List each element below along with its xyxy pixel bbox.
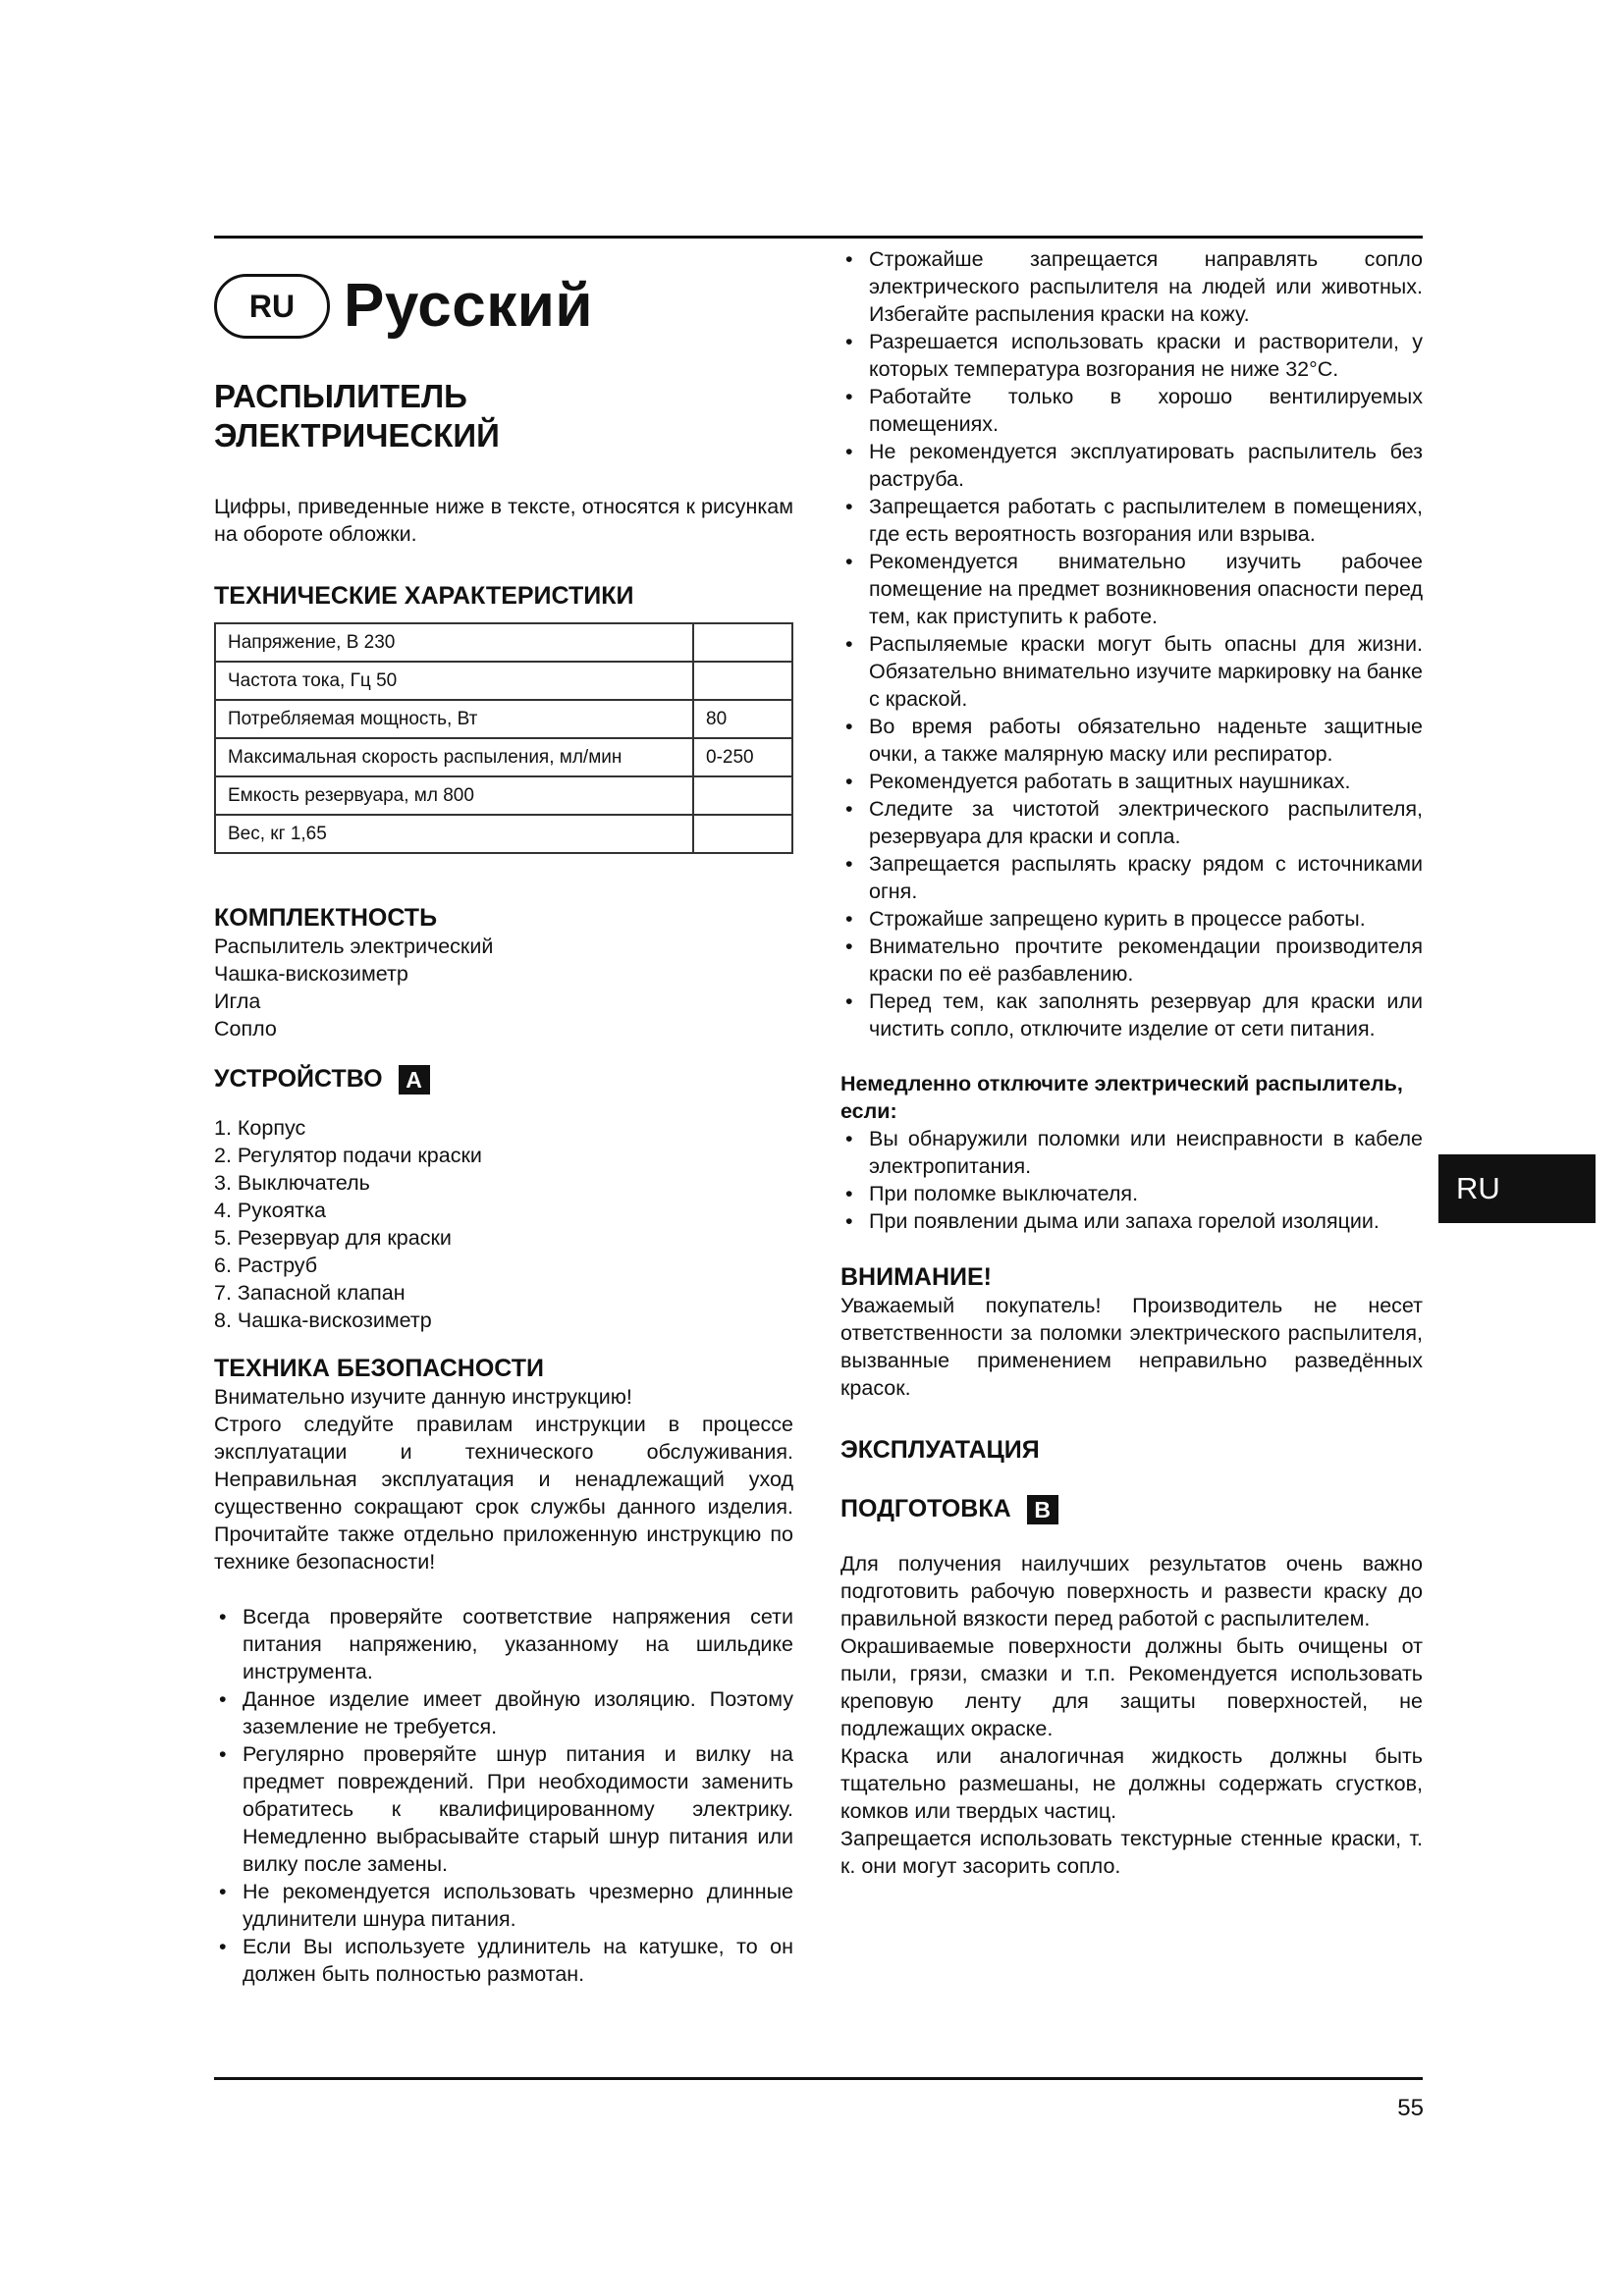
- disconnect-item: • Вы обнаружили поломки или неисправности в кабеле электропитания.: [840, 1125, 1423, 1180]
- safety-bullet: • Следите за чистотой электрического распылителя, резервуара для краски и сопла.: [840, 795, 1423, 850]
- safety-bullet: • Разрешается использовать краски и растворители, у которых температура возгорания не ниже 32°С.: [840, 328, 1423, 383]
- right-column: [840, 245, 1423, 1880]
- safety-bullet: • Работайте только в хорошо вентилируемых помещениях.: [840, 383, 1423, 438]
- spec-row: [215, 738, 792, 776]
- spec-label: Емкость резервуара, мл 800: [215, 776, 693, 815]
- safety-bullet: • Если Вы используете удлинитель на катушке, то он должен быть полностью размотан.: [214, 1933, 793, 1988]
- spec-label: Максимальная скорость распыления, мл/мин: [215, 738, 693, 776]
- attention-heading: ВНИМАНИЕ!: [840, 1263, 992, 1291]
- disconnect-item: • При появлении дыма или запаха горелой изоляции.: [840, 1207, 1423, 1235]
- device-item: 3. Выключатель: [214, 1171, 370, 1196]
- safety-para1: Внимательно изучите данную инструкцию!: [214, 1385, 632, 1410]
- language-badge: RU: [214, 274, 330, 339]
- device-item: 6. Раструб: [214, 1254, 318, 1278]
- product-title-line2: ЭЛЕКТРИЧЕСКИЙ: [214, 417, 500, 454]
- intro-text: Цифры, приведенные ниже в тексте, относятся к рисункам на обороте обложки.: [214, 495, 793, 546]
- device-item: 7. Запасной клапан: [214, 1281, 406, 1306]
- safety-bullet: • Внимательно прочтите рекомендации производителя краски по её разбавлению.: [840, 933, 1423, 988]
- kit-item: Игла: [214, 989, 261, 1013]
- kit-item: Распылитель электрический: [214, 934, 494, 958]
- device-item: 2. Регулятор подачи краски: [214, 1144, 482, 1168]
- preparation-paragraph: Окрашиваемые поверхности должны быть очищены от пыли, грязи, смазки и т.п. Рекомендуется использовать креповую ленту для защиты поверхностей, не подлежащих окраске.: [840, 1634, 1423, 1741]
- device-item: 4. Рукоятка: [214, 1199, 326, 1223]
- disconnect-heading: Немедленно отключите электрический распылитель, если:: [840, 1072, 1403, 1123]
- spec-row: [215, 776, 792, 815]
- kit-item: Чашка-вискозиметр: [214, 962, 408, 986]
- safety-heading: ТЕХНИКА БЕЗОПАСНОСТИ: [214, 1355, 544, 1383]
- device-list: [214, 1114, 793, 1334]
- spec-value: 80: [693, 700, 792, 738]
- safety-bullet: • Регулярно проверяйте шнур питания и вилку на предмет повреждений. При необходимости заменить обратитесь к квалифицированному электрику. Немедленно выбрасывайте старый шнур питания или вилку после замены.: [214, 1740, 793, 1878]
- preparation-paragraphs: [840, 1550, 1423, 1880]
- safety-bullet: • Рекомендуется работать в защитных наушниках.: [840, 768, 1423, 795]
- safety-bullet: • Во время работы обязательно наденьте защитные очки, а также малярную маску или респиратор.: [840, 713, 1423, 768]
- device-item: 5. Резервуар для краски: [214, 1226, 452, 1251]
- preparation-heading-text: ПОДГОТОВКА: [840, 1495, 1011, 1522]
- disconnect-list: [840, 1125, 1423, 1235]
- safety-para2: Строго следуйте правилам инструкции в процессе эксплуатации и технического обслуживания. Неправильная эксплуатация и ненадлежащий уход существенно сокращают срок службы данного изделия. Прочитайте также отдельно приложенную инструкцию по технике безопасности!: [214, 1413, 793, 1575]
- preparation-paragraph: Для получения наилучших результатов очень важно подготовить рабочую поверхность и развести краску до правильной вязкости перед работой с распылителем.: [840, 1552, 1423, 1631]
- language-side-tab: RU: [1438, 1154, 1596, 1223]
- spec-row: [215, 662, 792, 700]
- kit-item: Сопло: [214, 1017, 277, 1041]
- figure-ref-a: A: [399, 1065, 430, 1095]
- language-header: [214, 257, 793, 355]
- spec-value: [693, 776, 792, 815]
- safety-bullet: • Рекомендуется внимательно изучить рабочее помещение на предмет возникновения опасности перед тем, как приступить к работе.: [840, 548, 1423, 630]
- safety-bullet: • Строжайше запрещается направлять сопло электрического распылителя на людей или животных. Избегайте распыления краски на кожу.: [840, 245, 1423, 328]
- disconnect-item: • При поломке выключателя.: [840, 1180, 1423, 1207]
- spec-row: [215, 815, 792, 853]
- attention-text: Уважаемый покупатель! Производитель не несет ответственности за поломки электрического распылителя, вызванные применением неправильно разведённых красок.: [840, 1294, 1423, 1400]
- safety-bullet: • Строжайше запрещено курить в процессе работы.: [840, 905, 1423, 933]
- left-column: [214, 257, 793, 1988]
- figure-ref-b: B: [1027, 1495, 1058, 1524]
- spec-value: [693, 815, 792, 853]
- bottom-rule: [214, 2077, 1423, 2080]
- device-heading: [214, 1064, 793, 1095]
- kit-heading: КОМПЛЕКТНОСТЬ: [214, 904, 438, 932]
- spec-label: Потребляемая мощность, Вт: [215, 700, 693, 738]
- preparation-paragraph: Запрещается использовать текстурные стенные краски, т. к. они могут засорить сопло.: [840, 1827, 1423, 1879]
- spec-value: 0-250: [693, 738, 792, 776]
- safety-bullet: • Не рекомендуется эксплуатировать распылитель без раструба.: [840, 438, 1423, 493]
- device-heading-text: УСТРОЙСТВО: [214, 1065, 383, 1093]
- kit-list: [214, 933, 793, 1042]
- page-number: 55: [1397, 2095, 1424, 2121]
- spec-label: Частота тока, Гц 50: [215, 662, 693, 700]
- specs-heading: ТЕХНИЧЕСКИЕ ХАРАКТЕРИСТИКИ: [214, 582, 634, 610]
- product-title-line1: РАСПЫЛИТЕЛЬ: [214, 378, 467, 414]
- safety-bullet: • Запрещается работать с распылителем в помещениях, где есть вероятность возгорания или взрыва.: [840, 493, 1423, 548]
- safety-bullet: • Не рекомендуется использовать чрезмерно длинные удлинители шнура питания.: [214, 1878, 793, 1933]
- safety-bullet: • Распыляемые краски могут быть опасны для жизни. Обязательно внимательно изучите маркировку на банке с краской.: [840, 630, 1423, 713]
- specs-table: [214, 622, 793, 854]
- safety-bullet: • Данное изделие имеет двойную изоляцию. Поэтому заземление не требуется.: [214, 1685, 793, 1740]
- spec-label: Напряжение, В 230: [215, 623, 693, 662]
- preparation-paragraph: Краска или аналогичная жидкость должны быть тщательно размешаны, не должны содержать сгустков, комков или твердых частиц.: [840, 1744, 1423, 1824]
- safety-bullets-right: [840, 245, 1423, 1042]
- spec-row: [215, 623, 792, 662]
- safety-bullet: • Запрещается распылять краску рядом с источниками огня.: [840, 850, 1423, 905]
- top-rule: [214, 236, 1423, 239]
- spec-value: [693, 623, 792, 662]
- preparation-heading: [840, 1494, 1423, 1524]
- spec-label: Вес, кг 1,65: [215, 815, 693, 853]
- device-item: 8. Чашка-вискозиметр: [214, 1308, 432, 1333]
- safety-bullet: • Всегда проверяйте соответствие напряжения сети питания напряжению, указанному на шильдике инструмента.: [214, 1603, 793, 1685]
- spec-value: [693, 662, 792, 700]
- device-item: 1. Корпус: [214, 1116, 306, 1141]
- operation-heading: ЭКСПЛУАТАЦИЯ: [840, 1436, 1040, 1464]
- safety-bullets-left: [214, 1603, 793, 1988]
- product-title: [214, 377, 793, 455]
- language-title: Русский: [344, 272, 594, 340]
- spec-row: [215, 700, 792, 738]
- safety-bullet: • Перед тем, как заполнять резервуар для краски или чистить сопло, отключите изделие от сети питания.: [840, 988, 1423, 1042]
